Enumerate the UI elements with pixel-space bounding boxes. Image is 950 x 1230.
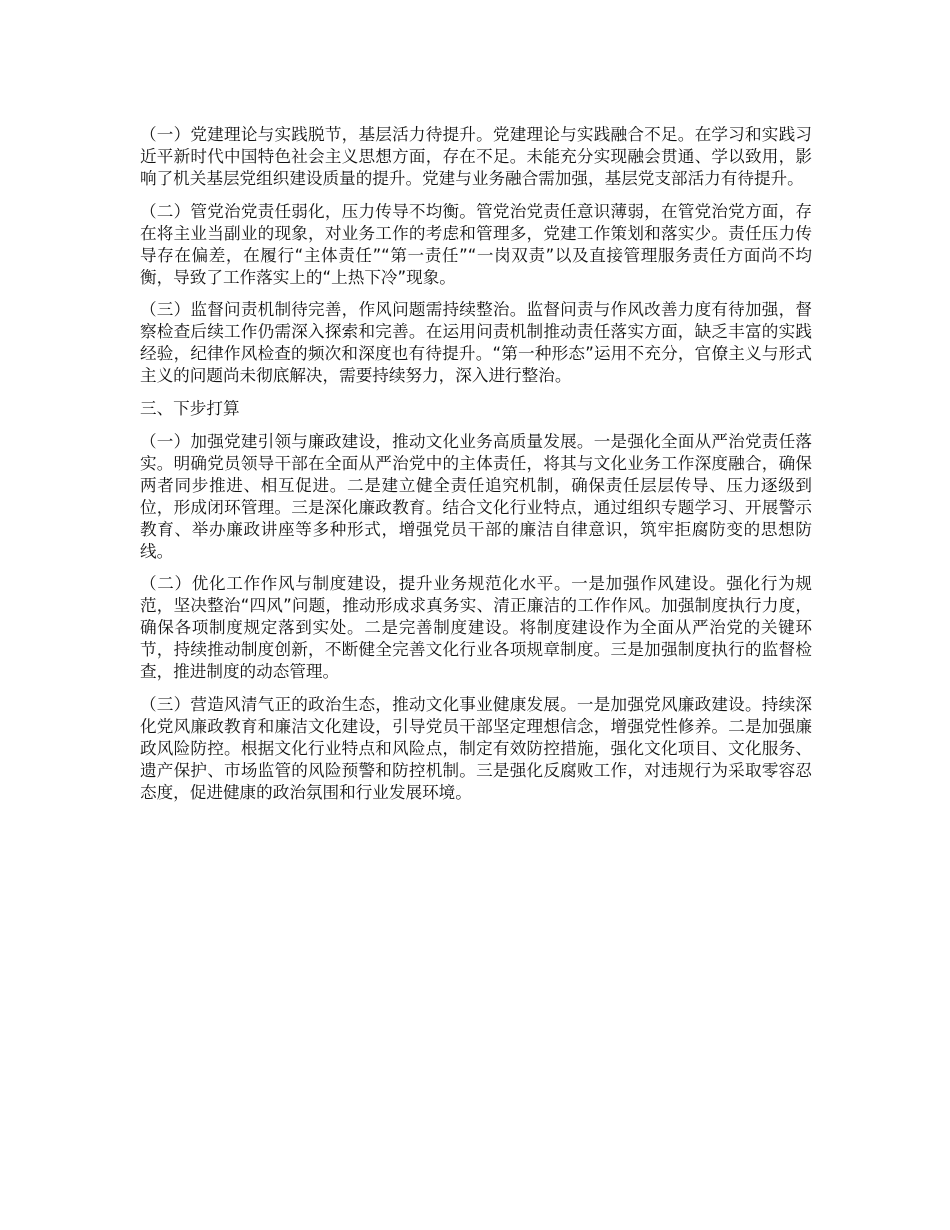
section-heading: 三、下步打算 <box>140 398 240 418</box>
plan-paragraph-2: （二）优化工作作风与制度建设，提升业务规范化水平。一是加强作风建设。强化行为规范，坚决整治“四风”问题，推动形成求真务实、清正廉洁的工作作风。加强制度执行力度，确保各项制度规定落到实处。二是完善制度建设。将制度建设作为全面从严治党的关键环节，持续推动制度创新，不断健全完善文化行业各项规章制度。三是加强制度执行的监督检查，推进制度的动态管理。 <box>140 574 812 681</box>
plan-paragraph-1: （一）加强党建引领与廉政建设，推动文化业务高质量发展。一是强化全面从严治党责任落实。明确党员领导干部在全面从严治党中的主体责任，将其与文化业务工作深度融合，确保两者同步推进、相互促进。二是建立健全责任追究机制，确保责任层层传导、压力逐级到位，形成闭环管理。三是深化廉政教育。结合文化行业特点，通过组织专题学习、开展警示教育、举办廉政讲座等多种形式，增强党员干部的廉洁自律意识，筑牢拒腐防变的思想防线。 <box>140 431 812 561</box>
issue-paragraph-1: （一）党建理论与实践脱节，基层活力待提升。党建理论与实践融合不足。在学习和实践习近平新时代中国特色社会主义思想方面，存在不足。未能充分实现融会贯通、学以致用，影响了机关基层党组织建设质量的提升。党建与业务融合需加强，基层党支部活力有待提升。 <box>140 125 812 188</box>
plan-paragraph-3: （三）营造风清气正的政治生态，推动文化事业健康发展。一是加强党风廉政建设。持续深化党风廉政教育和廉洁文化建设，引导党员干部坚定理想信念，增强党性修养。二是加强廉政风险防控。根据文化行业特点和风险点，制定有效防控措施，强化文化项目、文化服务、遗产保护、市场监管的风险预警和防控机制。三是强化反腐败工作，对违规行为采取零容忍态度，促进健康的政治氛围和行业发展环境。 <box>140 694 812 802</box>
issue-paragraph-2: （二）管党治党责任弱化，压力传导不均衡。管党治党责任意识薄弱，在管党治党方面，存在将主业当副业的现象，对业务工作的考虑和管理多，党建工作策划和落实少。责任压力传导存在偏差，在履行“主体责任”“第一责任”“一岗双责”以及直接管理服务责任方面尚不均衡，导致了工作落实上的“上热下冷”现象。 <box>140 201 812 287</box>
issue-paragraph-3: （三）监督问责机制待完善，作风问题需持续整治。监督问责与作风改善力度有待加强，督察检查后续工作仍需深入探索和完善。在运用问责机制推动责任落实方面，缺乏丰富的实践经验，纪律作风检查的频次和深度也有待提升。“第一种形态”运用不充分，官僚主义与形式主义的问题尚未彻底解决，需要持续努力，深入进行整治。 <box>140 300 812 385</box>
document-page <box>140 124 812 814</box>
